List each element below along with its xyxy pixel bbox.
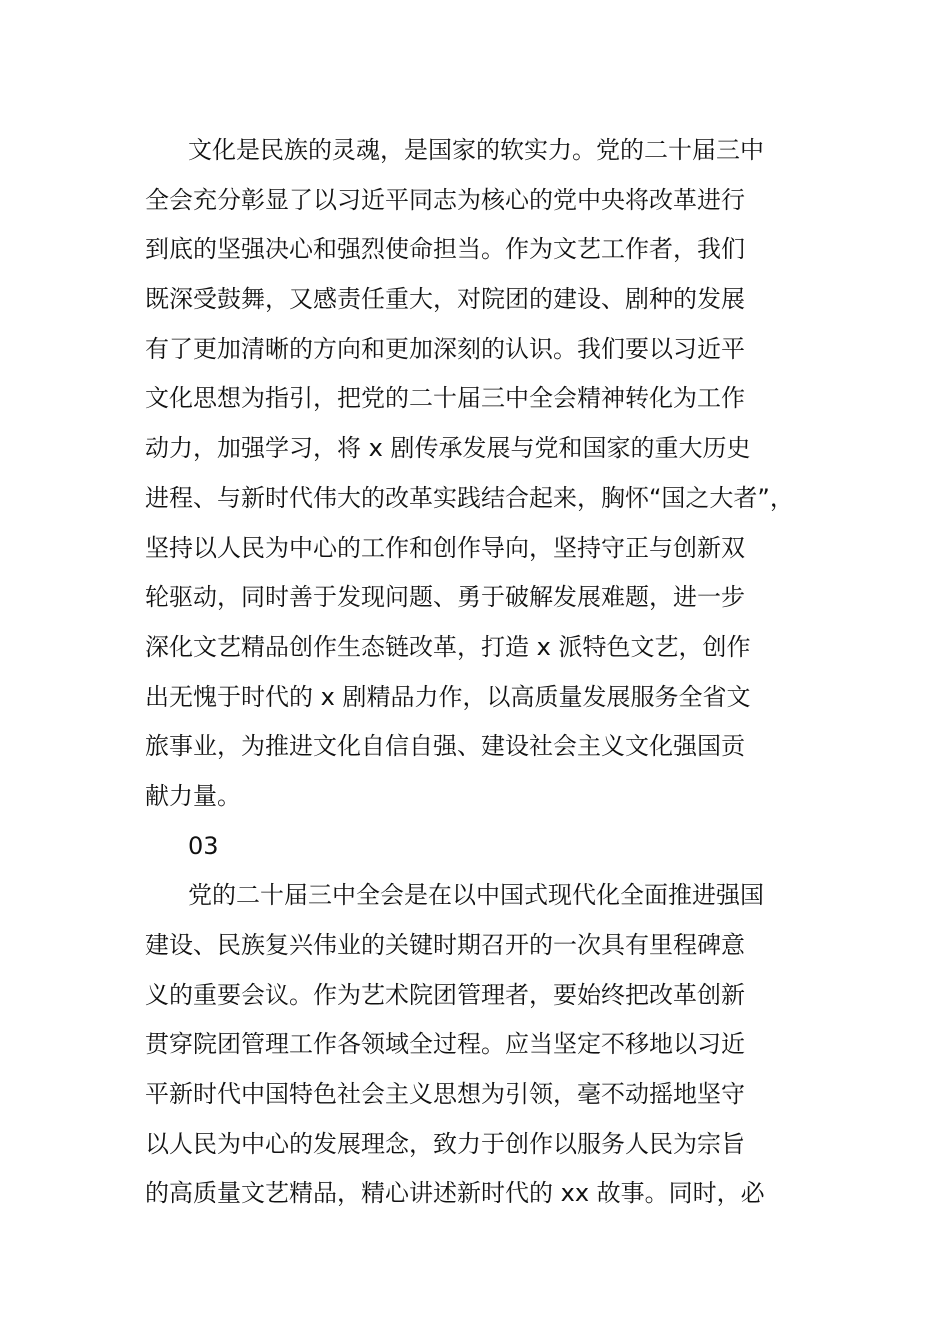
paragraph-line: 有了更加清晰的方向和更加深刻的认识。我们要以习近平	[145, 334, 745, 363]
paragraph-line: 党的二十届三中全会是在以中国式现代化全面推进强国	[188, 881, 764, 910]
paragraph-line: 的高质量文艺精品，精心讲述新时代的 xx 故事。同时，必	[145, 1179, 765, 1208]
paragraph-1	[145, 126, 845, 822]
paragraph-line: 平新时代中国特色社会主义思想为引领，毫不动摇地坚守	[145, 1080, 745, 1109]
paragraph-line: 进程、与新时代伟大的改革实践结合起来，胸怀“国之大者”，	[145, 483, 794, 512]
paragraph-line: 深化文艺精品创作生态链改革，打造 x 派特色文艺，创作	[145, 632, 751, 661]
paragraph-2	[145, 871, 845, 1219]
paragraph-line: 旅事业，为推进文化自信自强、建设社会主义文化强国贡	[145, 732, 745, 761]
section-number: 03	[188, 831, 219, 860]
paragraph-line: 全会充分彰显了以习近平同志为核心的党中央将改革进行	[145, 185, 745, 214]
paragraph-line: 动力，加强学习，将 x 剧传承发展与党和国家的重大历史	[145, 434, 751, 463]
paragraph-line: 坚持以人民为中心的工作和创作导向，坚持守正与创新双	[145, 533, 745, 562]
paragraph-line: 轮驱动，同时善于发现问题、勇于破解发展难题，进一步	[145, 583, 745, 612]
paragraph-line: 文化是民族的灵魂，是国家的软实力。党的二十届三中	[188, 136, 764, 164]
document-body	[145, 126, 845, 1219]
paragraph-line: 既深受鼓舞，又感责任重大，对院团的建设、剧种的发展	[145, 285, 745, 314]
paragraph-line: 贯穿院团管理工作各领域全过程。应当坚定不移地以习近	[145, 1030, 745, 1059]
paragraph-line: 建设、民族复兴伟业的关键时期召开的一次具有里程碑意	[145, 931, 745, 959]
paragraph-line: 出无愧于时代的 x 剧精品力作，以高质量发展服务全省文	[145, 682, 751, 711]
paragraph-line: 文化思想为指引，把党的二十届三中全会精神转化为工作	[145, 384, 745, 413]
paragraph-line: 献力量。	[145, 781, 241, 810]
paragraph-line: 义的重要会议。作为艺术院团管理者，要始终把改革创新	[145, 980, 745, 1009]
paragraph-line: 到底的坚强决心和强烈使命担当。作为文艺工作者，我们	[145, 235, 745, 264]
paragraph-line: 以人民为中心的发展理念，致力于创作以服务人民为宗旨	[145, 1129, 745, 1158]
